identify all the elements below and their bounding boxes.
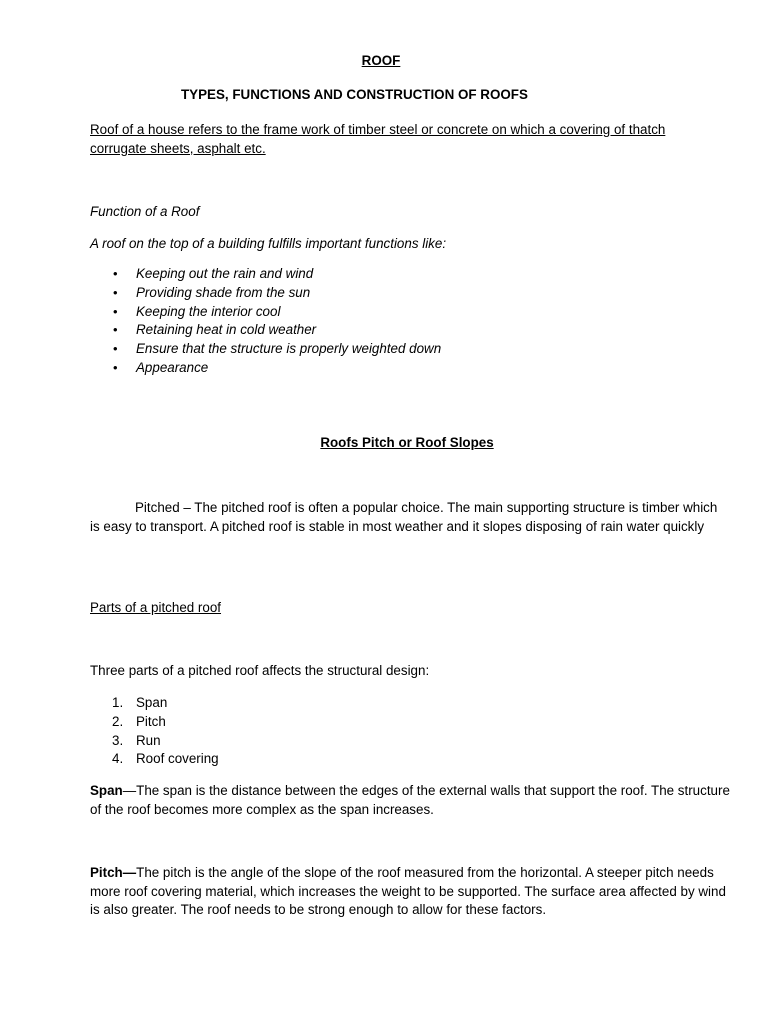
pitch-text: The pitch is the angle of the slope of the roof measured from the horizontal. A steeper pitch needs more roof covering material, which increases the weight to be supported. The surface area affected by wind is also greater. The roof needs to be strong enough to allow for these factors. <box>90 865 726 918</box>
list-item <box>110 303 441 322</box>
list-item <box>110 713 219 732</box>
list-item-text: Run <box>136 732 161 748</box>
list-item-text: Pitch <box>136 713 166 729</box>
pitch-section-heading: Roofs Pitch or Roof Slopes <box>320 435 494 450</box>
bullet-icon: • <box>113 284 118 300</box>
document-subtitle: TYPES, FUNCTIONS AND CONSTRUCTION OF ROOFS <box>181 87 528 102</box>
bullet-icon: • <box>113 266 118 281</box>
list-item <box>110 732 219 751</box>
list-item <box>110 750 219 769</box>
list-item <box>110 359 441 378</box>
list-item-text: Keeping out the rain and wind <box>136 266 314 281</box>
list-item-number: 3. <box>112 732 124 748</box>
bullet-icon: • <box>113 359 118 375</box>
functions-list <box>110 265 441 378</box>
list-item-number: 4. <box>112 751 124 767</box>
list-item-text: Span <box>136 695 168 710</box>
list-item-number: 2. <box>112 713 124 729</box>
parts-lead: Three parts of a pitched roof affects the structural design: <box>90 663 430 678</box>
span-paragraph <box>90 782 730 819</box>
list-item-text: Roof covering <box>136 751 219 767</box>
list-item <box>110 321 441 340</box>
list-item-number: 1. <box>112 695 124 710</box>
list-item-text: Ensure that the structure is properly weighted down <box>136 341 442 357</box>
intro-paragraph: Roof of a house refers to the frame work of timber steel or concrete on which a covering of thatch corrugate sheets, asphalt etc. <box>90 122 666 156</box>
bullet-icon: • <box>113 341 118 357</box>
bullet-icon: • <box>113 322 118 338</box>
functions-heading: Function of a Roof <box>90 204 200 219</box>
list-item-text: Retaining heat in cold weather <box>136 322 317 338</box>
bullet-icon: • <box>113 303 118 319</box>
pitched-paragraph <box>90 499 730 536</box>
document-title: ROOF <box>361 53 401 68</box>
parts-list <box>110 694 219 769</box>
parts-heading: Parts of a pitched roof <box>90 600 222 615</box>
list-item <box>110 340 441 359</box>
span-term: Span <box>90 783 123 798</box>
pitched-paragraph-text: Pitched – The pitched roof is often a popular choice. The main supporting structure is timber which is easy to transport. A pitched roof is stable in most weather and it slopes disposing of rain water quickly <box>90 500 718 534</box>
list-item <box>110 284 441 303</box>
list-item-text: Keeping the interior cool <box>136 303 281 319</box>
list-item <box>110 265 441 284</box>
pitch-paragraph <box>90 864 730 920</box>
list-item <box>110 694 219 713</box>
functions-lead: A roof on the top of a building fulfills important functions like: <box>90 236 447 251</box>
list-item-text: Appearance <box>136 359 209 375</box>
span-text: —The span is the distance between the edges of the external walls that support the roof. The structure of the roof becomes more complex as the span increases. <box>90 783 730 817</box>
pitch-term: Pitch— <box>90 865 137 880</box>
list-item-text: Providing shade from the sun <box>136 284 311 300</box>
